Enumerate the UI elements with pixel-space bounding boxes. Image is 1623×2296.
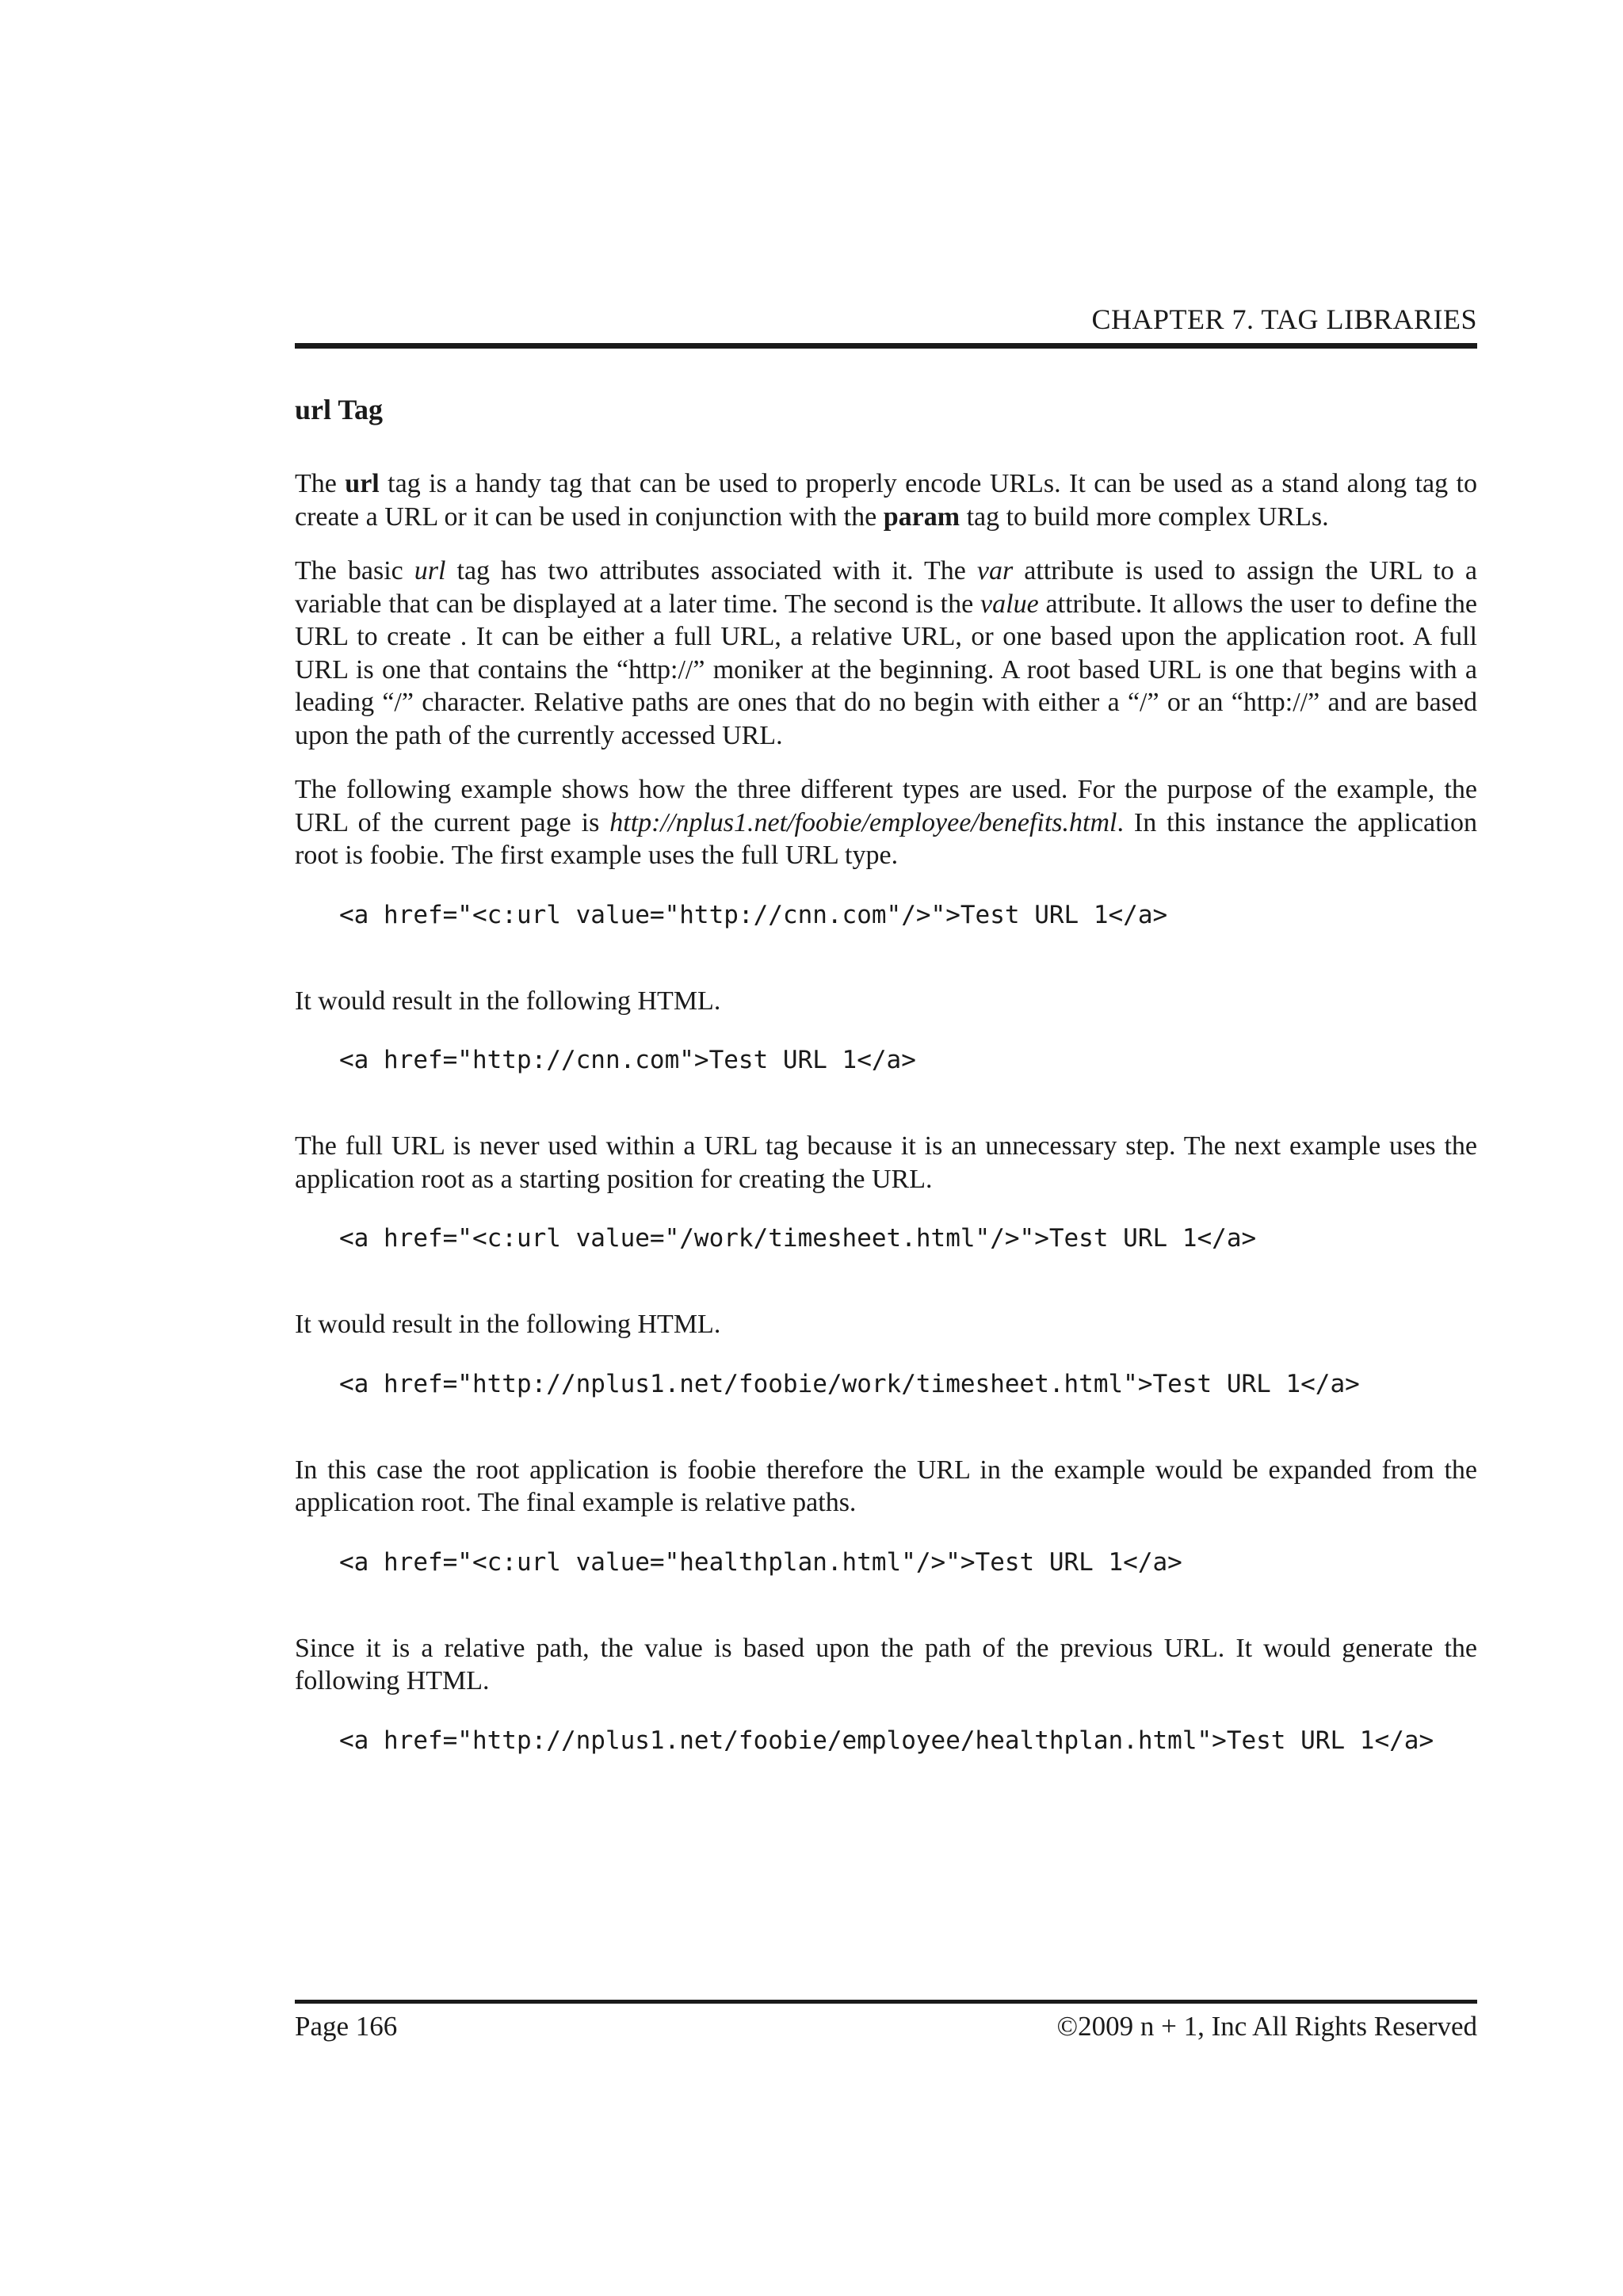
bold-term-param: param bbox=[883, 502, 960, 532]
body-content bbox=[295, 467, 1477, 1756]
text-span: tag to build more complex URLs. bbox=[960, 502, 1329, 532]
code-output-1: <a href="http://cnn.com">Test URL 1</a> bbox=[339, 1046, 916, 1074]
footer-rule bbox=[295, 2000, 1477, 2004]
code-output-2: <a href="http://nplus1.net/foobie/work/timesheet.html">Test URL 1</a> bbox=[339, 1369, 1360, 1398]
page-number: Page 166 bbox=[295, 2011, 398, 2042]
italic-term-url: url bbox=[414, 556, 446, 585]
text-span: attribute is used to assign the URL to a variable that can be displayed at a later time. The second is the bbox=[295, 556, 1477, 619]
paragraph-example-intro bbox=[295, 773, 1477, 872]
text-span: tag has two attributes associated with it. The bbox=[445, 556, 977, 585]
text-span: The basic bbox=[295, 556, 414, 585]
running-header: CHAPTER 7. TAG LIBRARIES bbox=[1091, 303, 1477, 335]
code-example-3: <a href="<c:url value="healthplan.html"/>">Test URL 1</a> bbox=[339, 1547, 1182, 1577]
bold-term-url: url bbox=[345, 469, 380, 498]
header-rule bbox=[295, 343, 1477, 349]
text-span: . In this instance the application root is foobie. The first example uses the full URL type. bbox=[295, 807, 1478, 870]
paragraph-attributes bbox=[295, 555, 1477, 752]
paragraph-relative-result: Since it is a relative path, the value is based upon the path of the previous URL. It would generate the following HTML. bbox=[295, 1633, 1477, 1695]
code-example-1: <a href="<c:url value="http://cnn.com"/>">Test URL 1</a> bbox=[339, 900, 1168, 929]
text-span: tag is a handy tag that can be used to properly encode URLs. It can be used as a stand along tag to create a URL or it can be used in conjunction with the bbox=[295, 469, 1477, 532]
paragraph-app-root: The full URL is never used within a URL tag because it is an unnecessary step. The next example uses the application root as a starting position for creating the URL. bbox=[295, 1131, 1477, 1194]
paragraph-intro bbox=[295, 467, 1477, 533]
text-span: The bbox=[295, 469, 346, 498]
italic-example-url: http://nplus1.net/foobie/employee/benefits.html bbox=[609, 807, 1117, 837]
text-span: attribute. It allows the user to define the URL to create . It can be either a full URL, a relative URL, or one based upon the application root. A full URL is one that contains the “http://” moniker at the beginning. A root based URL is one that begins with a leading “/” character. Relative paths are ones that do no begin with either a “/” or an “http://” and are based upon the path of the currently accessed URL. bbox=[295, 589, 1477, 750]
code-output-3: <a href="http://nplus1.net/foobie/employee/healthplan.html">Test URL 1</a> bbox=[339, 1726, 1434, 1755]
italic-term-value: value bbox=[980, 589, 1039, 619]
section-title: url Tag bbox=[295, 394, 384, 425]
document-page bbox=[295, 0, 1477, 2296]
paragraph-relative: In this case the root application is foobie therefore the URL in the example would be expanded from the application root. The final example is relative paths. bbox=[295, 1455, 1477, 1517]
copyright-notice: ©2009 n + 1, Inc All Rights Reserved bbox=[1056, 2011, 1477, 2042]
paragraph-result-1: It would result in the following HTML. bbox=[295, 986, 721, 1016]
code-example-2: <a href="<c:url value="/work/timesheet.html"/>">Test URL 1</a> bbox=[339, 1224, 1257, 1253]
paragraph-result-2: It would result in the following HTML. bbox=[295, 1310, 721, 1339]
italic-term-var: var bbox=[976, 556, 1014, 585]
text-span: The following example shows how the three different types are used. For the purpose of the example, the URL of the current page is bbox=[295, 775, 1477, 837]
